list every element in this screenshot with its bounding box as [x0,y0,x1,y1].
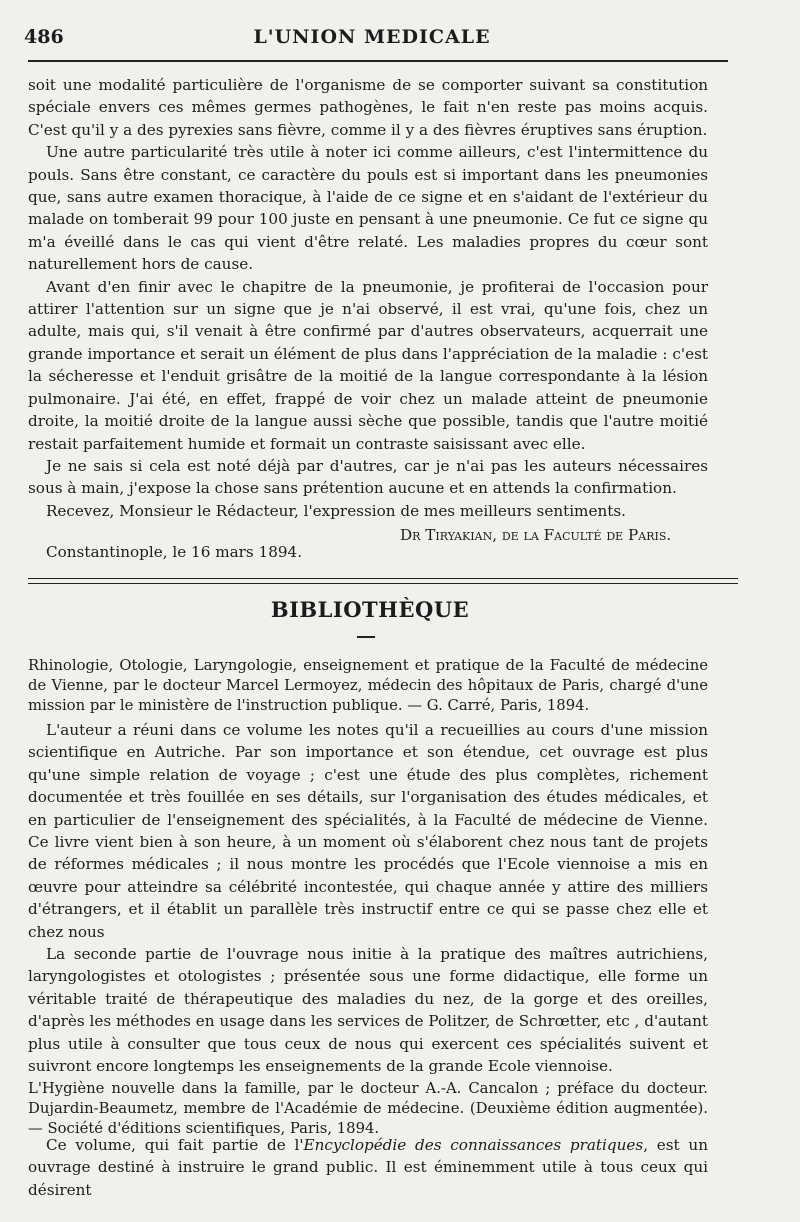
reference-2-text: L'Hygiène nouvelle dans la famille, par le docteur A.-A. Cancalon ; préface du docteur. Dujardin-Beaumetz, membre de l'Académie de médecine. (Deuxième édition augmentée). — Société d'éditions scientifiques, Paris, 1894. [28,1080,708,1137]
paragraph-5: Recevez, Monsieur le Rédacteur, l'expression de mes meilleurs sentiments. [46,501,626,520]
review-1 [28,719,708,1078]
paragraph-4: Je ne sais si cela est noté déjà par d'autres, car je n'ai pas les auteurs nécessaires sous à main, j'expose la chose sans prétention aucune et en attends la confirmation. [28,456,708,498]
review-2-text-b: , est un ouvrage destiné à instruire le grand public. Il est éminemment utile à tous ceux qui désirent [28,1136,708,1199]
book-reference-1 [28,656,708,716]
review-2-paragraph-1 [28,1134,708,1201]
section-divider [28,578,738,584]
page-header [24,22,780,56]
paragraph-1: soit une modalité particulière de l'organisme de se comporter suivant sa constitution spéciale envers ces mêmes germes pathogènes, le fait n'en reste pas moins acquis. C'est qu'il y a des pyrexies sans fièvre, comme il y a des fièvres éruptives sans éruption. [28,76,708,139]
article-body [28,74,708,522]
paragraph-2: Une autre particularité très utile à noter ici comme ailleurs, c'est l'intermittence du pouls. Sans être constant, ce caractère du pouls est si important dans les pneumonies que, sans autre examen thoracique, à l'aide de ce signe et en s'aidant de l'extérieur du malade on tomberait 99 pour 100 juste en pensant à une pneumonie. Ce fut ce signe qu m'a éveillé dans le cas qui vient d'être relaté. Les maladies propres du cœur sont naturellement hors de cause. [28,143,708,274]
paragraph-3: Avant d'en finir avec le chapitre de la pneumonie, je profiterai de l'occasion pour attirer l'attention sur un signe que je n'ai observé, il est vrai, qu'une fois, chez un adulte, mais qui, s'il venait à être confirmé par d'autres observateurs, acquerrait une grande importance et serait un élément de plus dans l'appréciation de la maladie : c'est la sécheresse et l'enduit grisâtre de la moitié de la langue correspondante à la lésion pulmonaire. J'ai été, en effet, frappé de voir chez un malade atteint de pneumonie droite, la moitié droite de la langue aussi sèche que possible, tandis que l'autre moitié restait parfaitement humide et formait un contraste saisissant avec elle. [28,277,708,453]
section-title: BIBLIOTHÈQUE [270,597,470,622]
signature: Dr Tiryakian, de la Faculté de Paris. [400,526,672,544]
review-1-paragraph-1: L'auteur a réuni dans ce volume les notes qu'il a recueillies au cours d'une mission scientifique en Autriche. Par son importance et son étendue, cet ouvrage est plus qu'une simple relation de voyage ; c'est une étude des plus complètes, richement documentée et très fouillée en ses détails, sur l'organisation des études médicales, et en particulier de l'enseignement des spécialités, à la Faculté de médecine de Vienne. Ce livre vient bien à son heure, à un moment où s'élaborent chez nous tant de projets de réformes médicales ; il nous montre les procédés que l'Ecole viennoise a mis en œuvre pour atteindre sa célébrité incontestée, qui chaque année y attire des milliers d'étrangers, et il établit un parallèle très instructif entre ce qui se passe chez elle et chez nous [28,721,708,941]
page-number: 486 [24,26,64,48]
reference-1-text: Rhinologie, Otologie, Laryngologie, enseignement et pratique de la Faculté de médecine de Vienne, par le docteur Marcel Lermoyez, médecin des hôpitaux de Paris, chargé d'une mission par le ministère de l'instruction publique. — G. Carré, Paris, 1894. [28,657,708,714]
review-1-paragraph-2: La seconde partie de l'ouvrage nous initie à la pratique des maîtres autrichiens, laryngologistes et otologistes ; présentée sous une forme didactique, elle forme un véritable traité de thérapeutique des maladies du nez, de la gorge et des oreilles, d'après les méthodes en usage dans les services de Politzer, de Schrœtter, etc , d'autant plus utile à consulter que tous ceux de nous qui exercent ces spécialités suivent et suivront encore longtemps les enseignements de la grande Ecole viennoise. [28,945,708,1076]
running-title: L'UNION MEDICALE [253,26,491,48]
header-rule [28,60,728,62]
encyclopedie-title: Encyclopédie des connaissances pratiques [303,1136,644,1154]
title-rule [357,636,375,638]
review-2-text-a: Ce volume, qui fait partie de l' [46,1136,304,1154]
book-reference-2 [28,1079,708,1139]
dateline: Constantinople, le 16 mars 1894. [46,543,303,561]
review-2 [28,1134,708,1201]
